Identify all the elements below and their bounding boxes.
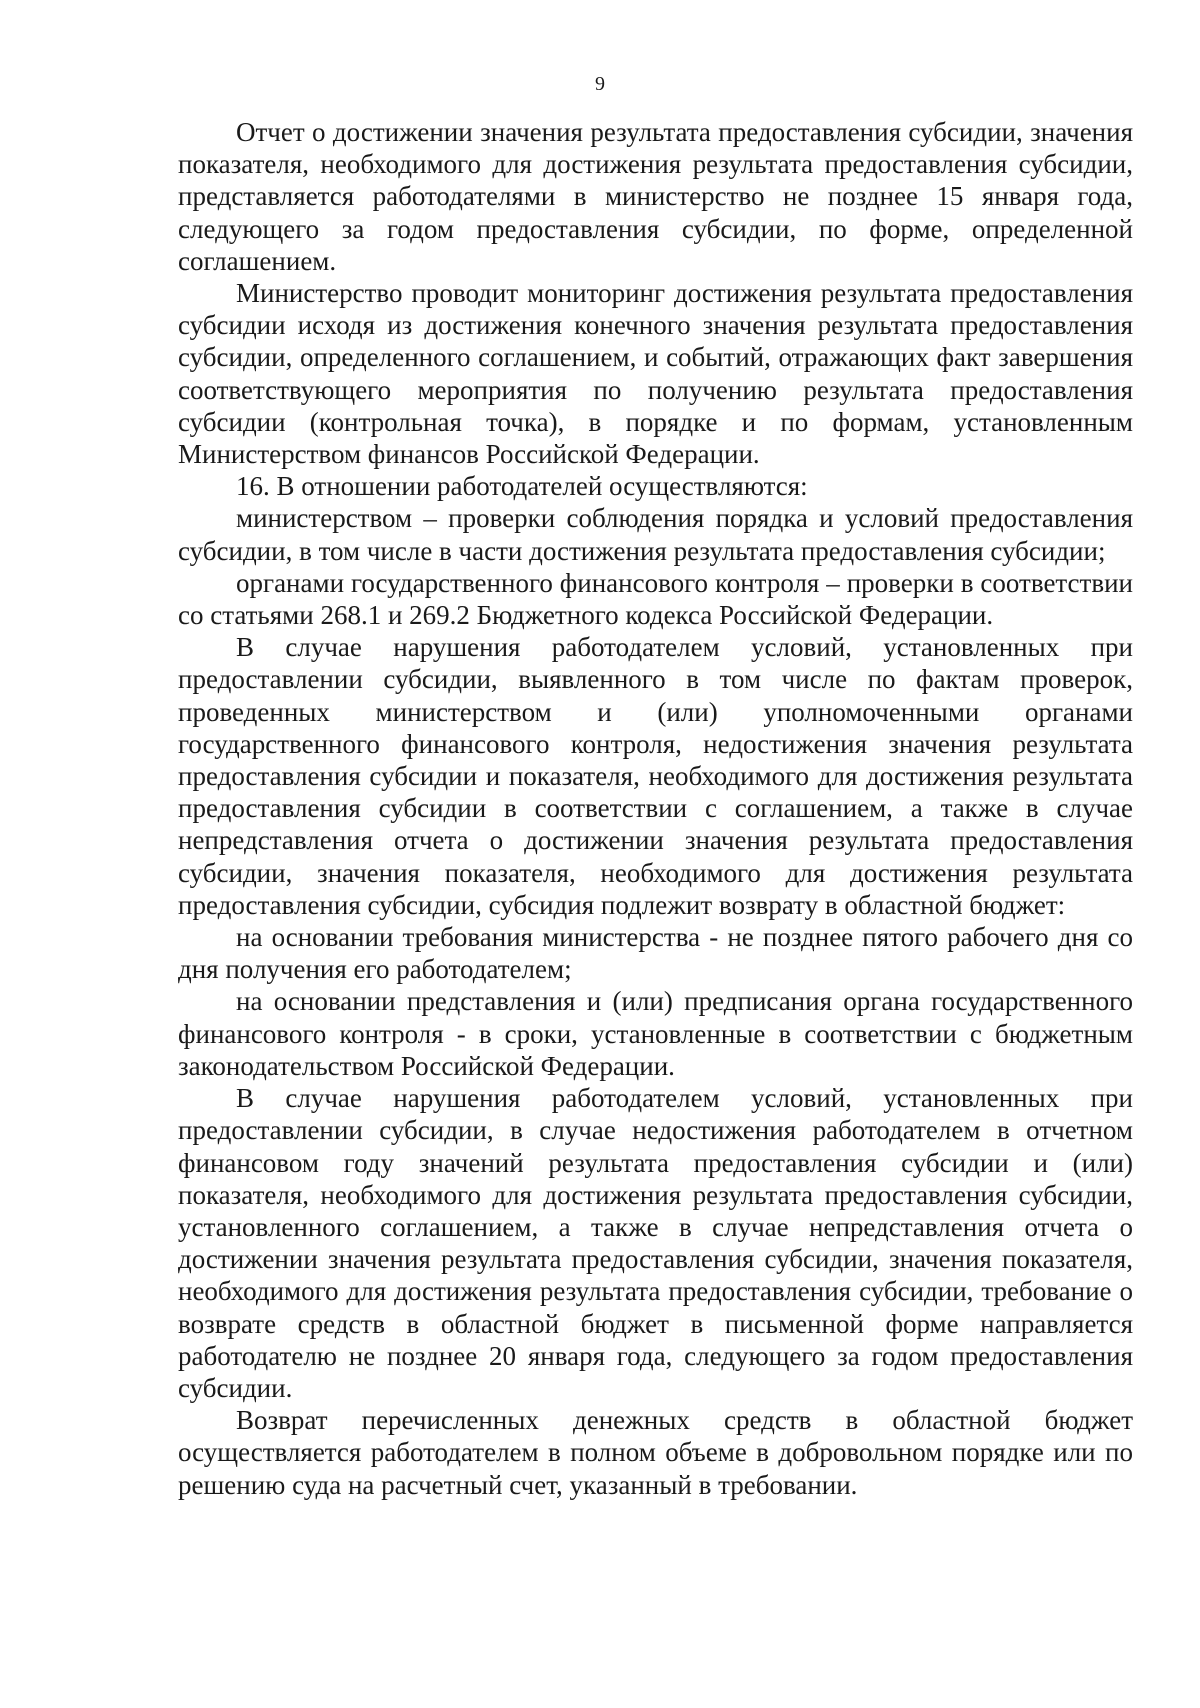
document-body bbox=[178, 116, 1133, 1501]
paragraph-report-submission: Отчет о достижении значения результата предоставления субсидии, значения показателя, необходимого для достижения результата предоставления субсидии, представляется работодателями в министерство не позднее 15 января года, следующего за годом предоставления субсидии, по форме, определенной соглашением. bbox=[178, 117, 1133, 276]
paragraph-ministry-requirement: на основании требования министерства - не позднее пятого рабочего дня со дня получения его работодателем; bbox=[178, 922, 1133, 985]
page-number: 9 bbox=[595, 73, 605, 95]
paragraph-return-demand: В случае нарушения работодателем условий, установленных при предоставлении субсидии, в случае недостижения работодателем в отчетном финансовом году значений результата предоставления субсидии и (или) показателя, необходимого для достижения результата предоставления субсидии, установленного соглашением, а также в случае непредставления отчета о достижении значения результата предоставления субсидии, значения показателя, необходимого для достижения результата предоставления субсидии, требование о возврате средств в областной бюджет в письменной форме направляется работодателю не позднее 20 января года, следующего за годом предоставления субсидии. bbox=[178, 1083, 1133, 1403]
paragraph-ministry-checks: министерством – проверки соблюдения порядка и условий предоставления субсидии, в том числе в части достижения результата предоставления субсидии; bbox=[178, 503, 1133, 566]
paragraph-return-procedure: Возврат перечисленных денежных средств в областной бюджет осуществляется работодателем в полном объеме в добровольном порядке или по решению суда на расчетный счет, указанный в требовании. bbox=[178, 1405, 1133, 1500]
paragraph-violation-return: В случае нарушения работодателем условий, установленных при предоставлении субсидии, выявленного в том числе по фактам проверок, проведенных министерством и (или) уполномоченными органами государственного финансового контроля, недостижения значения результата предоставления субсидии и показателя, необходимого для достижения результата предоставления субсидии в соответствии с соглашением, а также в случае непредставления отчета о достижении значения результата предоставления субсидии, значения показателя, необходимого для достижения результата предоставления субсидии, субсидия подлежит возврату в областной бюджет: bbox=[178, 632, 1133, 920]
paragraph-clause-16: 16. В отношении работодателей осуществляются: bbox=[236, 471, 808, 502]
paragraph-monitoring: Министерство проводит мониторинг достижения результата предоставления субсидии исходя из достижения конечного значения результата предоставления субсидии, определенного соглашением, и событий, отражающих факт завершения соответствующего мероприятия по получению результата предоставления субсидии (контрольная точка), в порядке и по формам, установленным Министерством финансов Российской Федерации. bbox=[178, 278, 1133, 470]
paragraph-control-body-order: на основании представления и (или) предписания органа государственного финансового контроля - в сроки, установленные в соответствии с бюджетным законодательством Российской Федерации. bbox=[178, 986, 1133, 1081]
paragraph-control-bodies-checks: органами государственного финансового контроля – проверки в соответствии со статьями 268.1 и 269.2 Бюджетного кодекса Российской Федерации. bbox=[178, 567, 1133, 631]
